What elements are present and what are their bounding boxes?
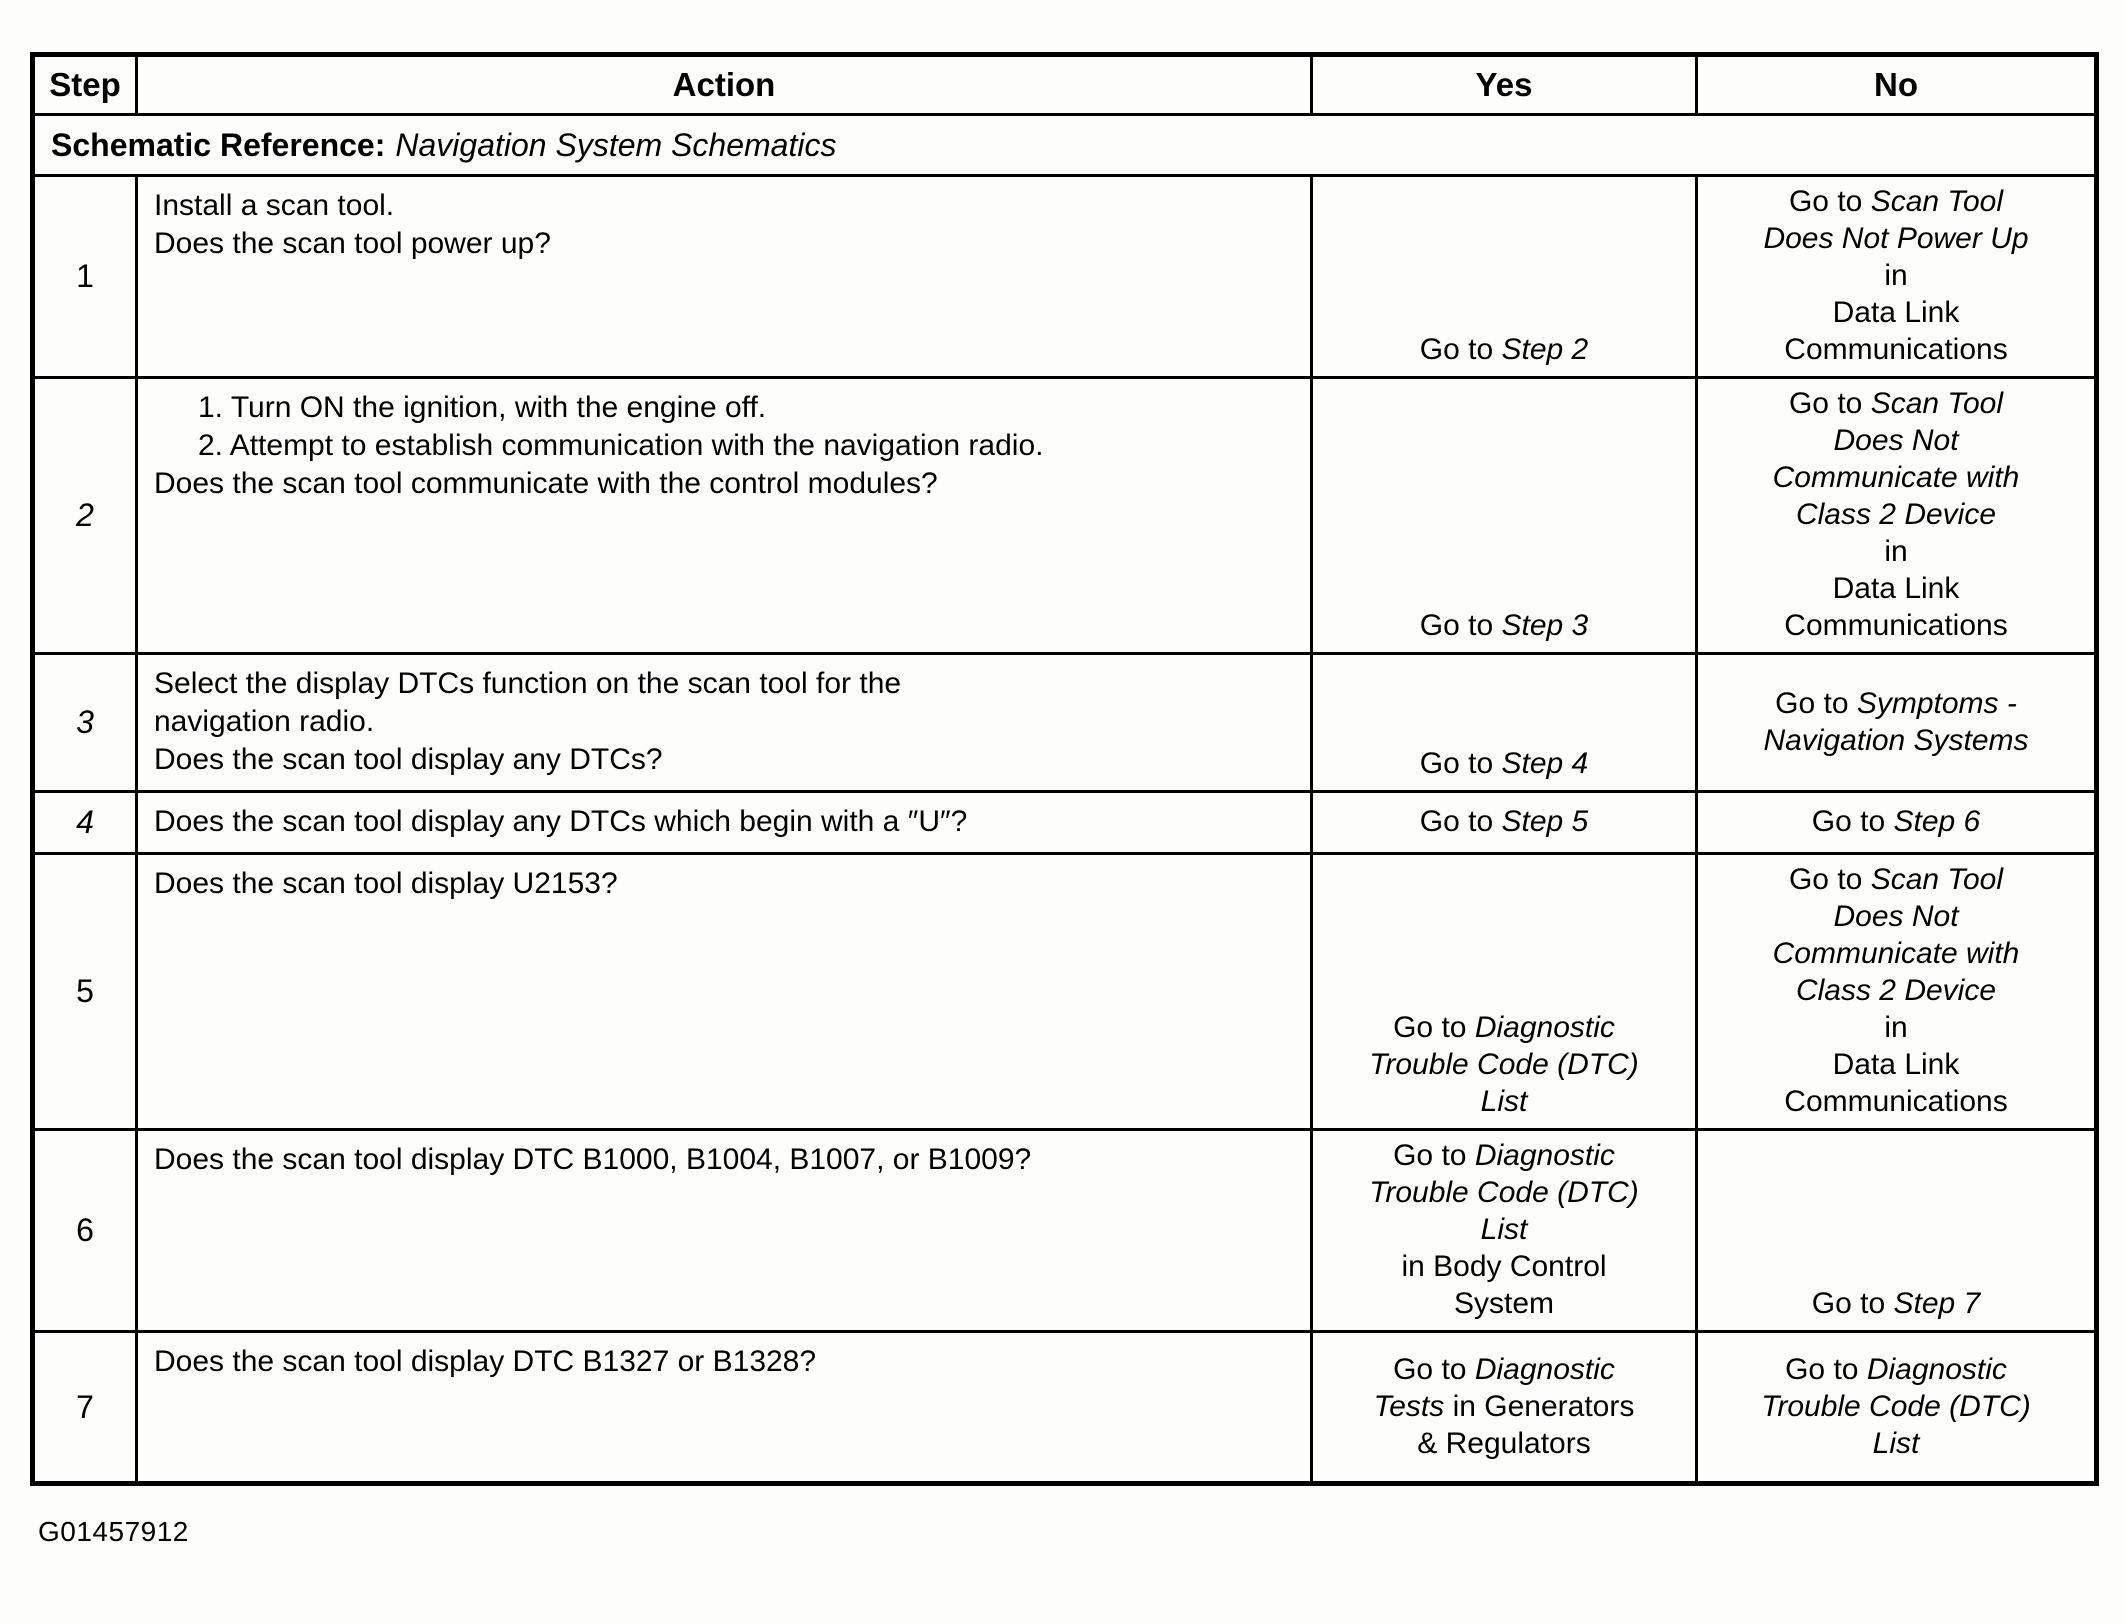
result-line xyxy=(1704,1009,2088,1046)
no-cell xyxy=(1697,654,2097,792)
text-segment: Go to xyxy=(1788,387,1871,420)
action-line xyxy=(154,1141,1294,1178)
result-line xyxy=(1704,570,2088,607)
diagnostic-table xyxy=(30,52,2099,1486)
result-line xyxy=(1319,1248,1689,1285)
schematic-reference-label: Schematic Reference: xyxy=(51,126,386,163)
result-line xyxy=(1319,331,1689,368)
result-line xyxy=(1704,972,2088,1009)
text-segment: Step 3 xyxy=(1501,609,1589,642)
text-segment: Tests xyxy=(1373,1389,1445,1423)
schematic-reference-row xyxy=(33,115,2097,176)
text-segment: Diagnostic xyxy=(1474,1139,1615,1172)
result-line xyxy=(1704,220,2088,257)
result-line xyxy=(1704,1388,2088,1425)
result-line xyxy=(1704,331,2088,368)
result-line xyxy=(1704,1046,2088,1083)
step-number-cell: 4 xyxy=(33,792,137,854)
action-cell xyxy=(137,854,1312,1130)
result-line xyxy=(1704,1285,2088,1322)
result-line xyxy=(1704,459,2088,496)
text-segment: Communications xyxy=(1784,609,2008,642)
result-line xyxy=(1704,861,2088,898)
text-segment: Does the scan tool display DTC B1000, B1004, B1007, or B1009? xyxy=(154,1143,1032,1176)
text-segment: List xyxy=(1872,1426,1920,1460)
action-line xyxy=(154,803,1294,840)
column-header-no: No xyxy=(1697,55,2097,115)
result-line xyxy=(1704,422,2088,459)
action-line xyxy=(154,187,1294,224)
text-segment: Go to xyxy=(1419,609,1502,642)
action-cell xyxy=(137,378,1312,654)
text-segment: navigation radio. xyxy=(154,705,375,738)
step-row-2 xyxy=(33,378,2097,654)
no-cell xyxy=(1697,378,2097,654)
table-header-row xyxy=(33,55,2097,115)
yes-cell xyxy=(1312,1332,1697,1484)
no-cell xyxy=(1697,1332,2097,1484)
text-segment: List xyxy=(1480,1213,1528,1246)
text-segment: 1. Turn ON the ignition, with the engine off. xyxy=(198,391,767,424)
text-segment: in xyxy=(1884,1011,1908,1044)
yes-cell xyxy=(1312,792,1697,854)
step-number-cell: 5 xyxy=(33,854,137,1130)
result-line xyxy=(1704,533,2088,570)
text-segment: Does the scan tool display DTC B1327 or B1328? xyxy=(154,1345,817,1378)
result-line xyxy=(1704,294,2088,331)
action-line xyxy=(154,225,1294,262)
action-cell xyxy=(137,654,1312,792)
step-row-5 xyxy=(33,854,2097,1130)
result-line xyxy=(1319,1351,1689,1388)
text-segment: Does the scan tool communicate with the control modules? xyxy=(154,467,938,500)
text-segment: Go to xyxy=(1785,1352,1867,1386)
result-line xyxy=(1319,1388,1689,1425)
text-segment: Go to xyxy=(1811,805,1894,838)
text-segment: Diagnostic xyxy=(1474,1011,1615,1044)
text-segment: System xyxy=(1453,1287,1555,1320)
text-segment: Trouble Code (DTC) xyxy=(1761,1389,2031,1423)
result-line xyxy=(1704,803,2088,840)
step-row-7 xyxy=(33,1332,2097,1484)
text-segment: Go to xyxy=(1393,1011,1475,1044)
result-line xyxy=(1319,1046,1689,1083)
action-line xyxy=(154,741,1294,778)
action-cell xyxy=(137,1332,1312,1484)
schematic-reference-cell xyxy=(33,115,2097,176)
no-cell xyxy=(1697,176,2097,378)
column-header-yes: Yes xyxy=(1312,55,1697,115)
text-segment: Data Link xyxy=(1832,572,1960,605)
text-segment: Step 7 xyxy=(1893,1287,1981,1320)
step-number-cell: 3 xyxy=(33,654,137,792)
result-line xyxy=(1319,745,1689,782)
text-segment: 2. Attempt to establish communication with the navigation radio. xyxy=(198,429,1044,462)
text-segment: in xyxy=(1884,259,1908,292)
result-line xyxy=(1319,1425,1689,1462)
text-segment: Communicate with xyxy=(1772,461,2020,494)
yes-cell xyxy=(1312,1130,1697,1332)
action-line xyxy=(154,865,1294,902)
no-cell xyxy=(1697,792,2097,854)
action-line xyxy=(154,427,1294,464)
step-number-cell: 1 xyxy=(33,176,137,378)
result-line xyxy=(1704,722,2088,759)
yes-cell xyxy=(1312,654,1697,792)
text-segment: Diagnostic xyxy=(1474,1352,1615,1386)
result-line xyxy=(1319,1083,1689,1120)
text-segment: Select the display DTCs function on the scan tool for the xyxy=(154,667,902,700)
result-line xyxy=(1704,183,2088,220)
text-segment: & Regulators xyxy=(1417,1426,1591,1460)
text-segment: Does the scan tool display U2153? xyxy=(154,867,618,900)
text-segment: in Generators xyxy=(1444,1389,1635,1423)
action-line xyxy=(154,665,1294,702)
text-segment: Go to xyxy=(1419,333,1502,366)
text-segment: Diagnostic xyxy=(1866,1352,2007,1386)
text-segment: Go to xyxy=(1419,805,1502,838)
text-segment: Step 5 xyxy=(1501,805,1589,838)
step-row-4 xyxy=(33,792,2097,854)
action-cell xyxy=(137,176,1312,378)
result-line xyxy=(1319,1211,1689,1248)
text-segment: Scan Tool xyxy=(1870,185,2004,218)
text-segment: in Body Control xyxy=(1401,1250,1607,1283)
result-line xyxy=(1319,607,1689,644)
result-line xyxy=(1704,685,2088,722)
action-line xyxy=(154,1343,1294,1380)
result-line xyxy=(1319,803,1689,840)
text-segment: Scan Tool xyxy=(1870,387,2004,420)
text-segment: Step 2 xyxy=(1501,333,1589,366)
column-header-step: Step xyxy=(33,55,137,115)
column-header-action: Action xyxy=(137,55,1312,115)
step-number-cell: 6 xyxy=(33,1130,137,1332)
action-line xyxy=(154,703,1294,740)
text-segment: Step 4 xyxy=(1501,747,1589,780)
text-segment: Go to xyxy=(1788,185,1871,218)
text-segment: Trouble Code (DTC) xyxy=(1369,1176,1639,1209)
result-line xyxy=(1704,1083,2088,1120)
text-segment: Step 6 xyxy=(1893,805,1981,838)
schematic-reference-value: Navigation System Schematics xyxy=(395,126,837,163)
step-row-1 xyxy=(33,176,2097,378)
result-line xyxy=(1704,1425,2088,1462)
step-row-3 xyxy=(33,654,2097,792)
text-segment: Does the scan tool display any DTCs? xyxy=(154,743,663,776)
text-segment: Trouble Code (DTC) xyxy=(1369,1048,1639,1081)
no-cell xyxy=(1697,854,2097,1130)
result-line xyxy=(1704,257,2088,294)
text-segment: Install a scan tool. xyxy=(154,189,395,222)
text-segment: Go to xyxy=(1775,686,1857,720)
text-segment: Class 2 Device xyxy=(1795,498,1997,531)
text-segment: Data Link xyxy=(1832,1048,1960,1081)
step-row-6 xyxy=(33,1130,2097,1332)
text-segment: Does Not Power Up xyxy=(1763,222,2029,255)
text-segment: Communications xyxy=(1784,1085,2008,1118)
result-line xyxy=(1704,935,2088,972)
action-line xyxy=(154,389,1294,426)
text-segment: Go to xyxy=(1393,1139,1475,1172)
text-segment: Go to xyxy=(1788,863,1871,896)
result-line xyxy=(1319,1174,1689,1211)
text-segment: Class 2 Device xyxy=(1795,974,1997,1007)
figure-id: G01457912 xyxy=(38,1516,189,1547)
action-cell xyxy=(137,792,1312,854)
text-segment: Go to xyxy=(1393,1352,1475,1386)
result-line xyxy=(1704,385,2088,422)
result-line xyxy=(1319,1009,1689,1046)
text-segment: Symptoms - xyxy=(1856,686,2017,720)
result-line xyxy=(1704,1351,2088,1388)
text-segment: Go to xyxy=(1811,1287,1894,1320)
yes-cell xyxy=(1312,854,1697,1130)
text-segment: Scan Tool xyxy=(1870,863,2004,896)
result-line xyxy=(1704,607,2088,644)
text-segment: Communications xyxy=(1784,333,2008,366)
diagnostic-table-body xyxy=(33,115,2097,1484)
result-line xyxy=(1704,898,2088,935)
text-segment: Go to xyxy=(1419,747,1502,780)
action-line xyxy=(154,465,1294,502)
text-segment: in xyxy=(1884,535,1908,568)
text-segment: Does the scan tool display any DTCs which begin with a ″U″? xyxy=(154,805,968,838)
yes-cell xyxy=(1312,176,1697,378)
step-number-cell: 7 xyxy=(33,1332,137,1484)
text-segment: Does Not xyxy=(1833,900,1959,933)
result-line xyxy=(1319,1137,1689,1174)
action-cell xyxy=(137,1130,1312,1332)
yes-cell xyxy=(1312,378,1697,654)
no-cell xyxy=(1697,1130,2097,1332)
result-line xyxy=(1704,496,2088,533)
text-segment: Does the scan tool power up? xyxy=(154,227,551,260)
step-number-cell: 2 xyxy=(33,378,137,654)
text-segment: Communicate with xyxy=(1772,937,2020,970)
text-segment: Navigation Systems xyxy=(1763,723,2029,757)
text-segment: List xyxy=(1480,1085,1528,1118)
result-line xyxy=(1319,1285,1689,1322)
text-segment: Does Not xyxy=(1833,424,1959,457)
text-segment: Data Link xyxy=(1832,296,1960,329)
